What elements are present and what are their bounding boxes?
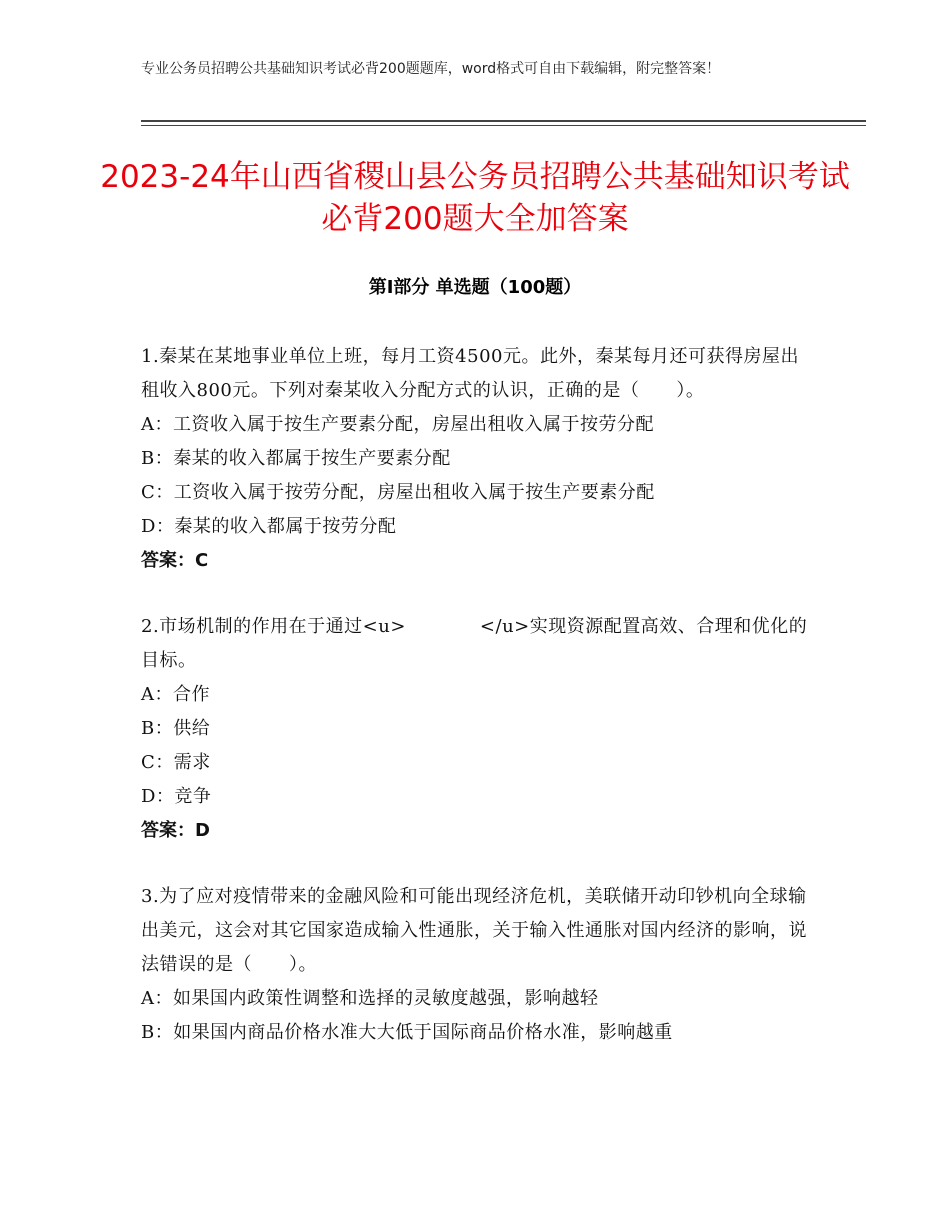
option-b: B：秦某的收入都属于按生产要素分配 (141, 448, 451, 469)
question-stem: 2.市场机制的作用在于通过<u> </u>实现资源配置高效、合理和优化的目标。 (141, 616, 808, 671)
question-3 (141, 880, 809, 1050)
option-d: D：竞争 (141, 786, 212, 807)
answer: 答案：D (141, 820, 210, 841)
question-stem: 1.秦某在某地事业单位上班，每月工资4500元。此外，秦某每月还可获得房屋出租收入800元。下列对秦某收入分配方式的认识，正确的是（ ）。 (141, 346, 799, 401)
option-a: A：工资收入属于按生产要素分配，房屋出租收入属于按劳分配 (141, 414, 654, 435)
option-c: C：工资收入属于按劳分配，房屋出租收入属于按生产要素分配 (141, 482, 655, 503)
option-a: A：如果国内政策性调整和选择的灵敏度越强，影响越轻 (141, 988, 599, 1009)
section-heading: 第Ⅰ部分 单选题（100题） (368, 277, 582, 298)
answer: 答案：C (141, 550, 209, 571)
header-divider-thin (141, 125, 866, 126)
question-2 (141, 610, 809, 848)
option-c: C：需求 (141, 752, 211, 773)
option-d: D：秦某的收入都属于按劳分配 (141, 516, 397, 537)
question-stem: 3.为了应对疫情带来的金融风险和可能出现经济危机，美联储开动印钞机向全球输出美元，这会对其它国家造成输入性通胀，关于输入性通胀对国内经济的影响，说法错误的是（ ）。 (141, 886, 807, 975)
option-a: A：合作 (141, 684, 210, 705)
header-divider (141, 120, 866, 122)
question-1 (141, 340, 809, 578)
question-list (141, 340, 809, 1082)
document-title: 2023-24年山西省稷山县公务员招聘公共基础知识考试必背200题大全加答案 (100, 159, 850, 237)
option-b: B：供给 (141, 718, 211, 739)
option-b: B：如果国内商品价格水准大大低于国际商品价格水准，影响越重 (141, 1022, 673, 1043)
header-note: 专业公务员招聘公共基础知识考试必背200题题库，word格式可自由下载编辑，附完整答案！ (141, 61, 721, 77)
